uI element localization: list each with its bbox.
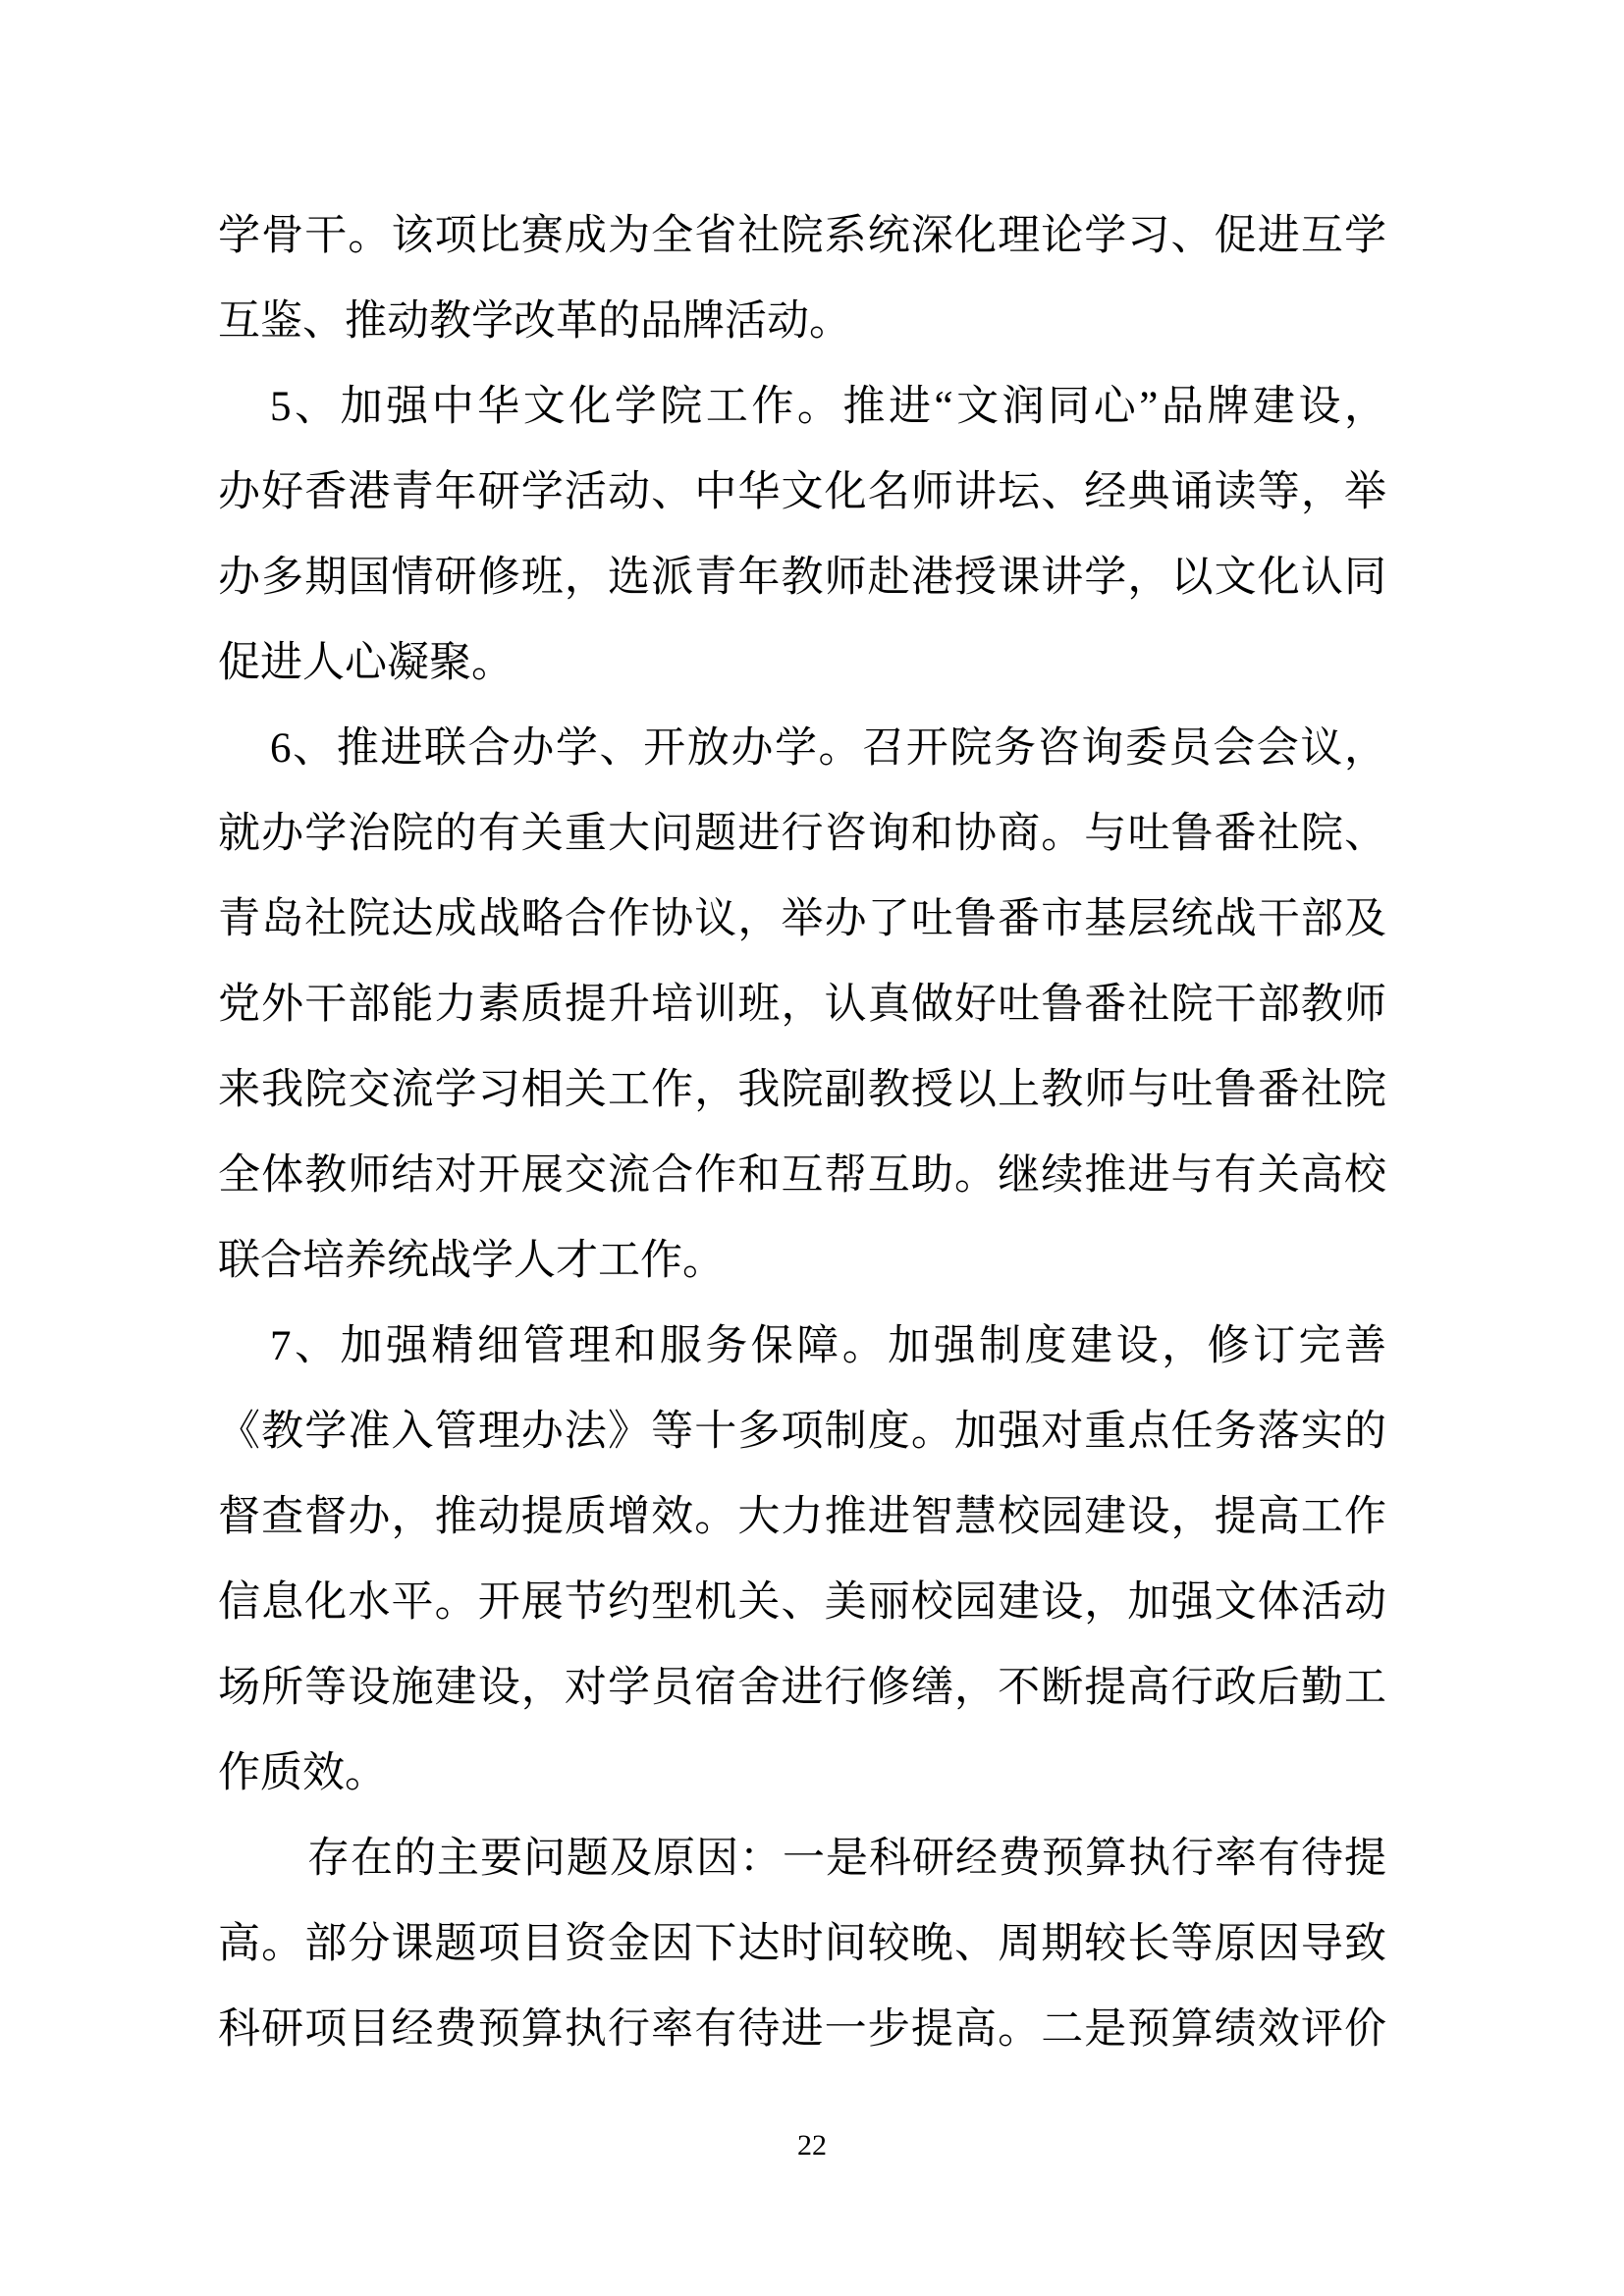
text-line: 全体教师结对开展交流合作和互帮互助。继续推进与有关高校 — [218, 1152, 1386, 1199]
text-line: 党外干部能力素质提升培训班，认真做好吐鲁番社院干部教师 — [218, 982, 1386, 1028]
text-line: 联合培养统战学人才工作。 — [218, 1238, 725, 1284]
body-text — [218, 193, 1386, 2072]
text-line: 作质效。 — [218, 1750, 387, 1796]
text-line: 《教学准入管理办法》等十多项制度。加强对重点任务落实的 — [218, 1409, 1386, 1455]
page-number: 22 — [797, 2129, 827, 2162]
text-line: 办多期国情研修班，选派青年教师赴港授课讲学，以文化认同 — [218, 555, 1386, 601]
text-line-paragraph-5: 5、加强中华文化学院工作。推进“文润同心”品牌建设， — [270, 384, 1386, 430]
text-line: 青岛社院达成战略合作协议，举办了吐鲁番市基层统战干部及 — [218, 896, 1386, 942]
text-line-paragraph-7: 7、加强精细管理和服务保障。加强制度建设，修订完善 — [270, 1323, 1386, 1369]
text-line: 场所等设施建设，对学员宿舍进行修缮，不断提高行政后勤工 — [218, 1665, 1386, 1711]
text-line: 督查督办，推动提质增效。大力推进智慧校园建设，提高工作 — [218, 1494, 1386, 1540]
text-line: 学骨干。该项比赛成为全省社院系统深化理论学习、促进互学 — [218, 213, 1386, 259]
text-line: 办好香港青年研学活动、中华文化名师讲坛、经典诵读等，举 — [218, 469, 1386, 515]
text-line: 高。部分课题项目资金因下达时间较晚、周期较长等原因导致 — [218, 1921, 1386, 1967]
text-line: 就办学治院的有关重大问题进行咨询和协商。与吐鲁番社院、 — [218, 811, 1386, 857]
text-line: 信息化水平。开展节约型机关、美丽校园建设，加强文体活动 — [218, 1579, 1386, 1626]
text-line-paragraph-problems: 存在的主要问题及原因：一是科研经费预算执行率有待提 — [307, 1836, 1386, 1882]
text-line: 促进人心凝聚。 — [218, 640, 514, 686]
text-line: 来我院交流学习相关工作，我院副教授以上教师与吐鲁番社院 — [218, 1067, 1386, 1113]
text-line: 科研项目经费预算执行率有待进一步提高。二是预算绩效评价 — [218, 2006, 1386, 2053]
text-line: 互鉴、推动教学改革的品牌活动。 — [218, 298, 851, 345]
text-line-paragraph-6: 6、推进联合办学、开放办学。召开院务咨询委员会会议， — [270, 725, 1386, 772]
